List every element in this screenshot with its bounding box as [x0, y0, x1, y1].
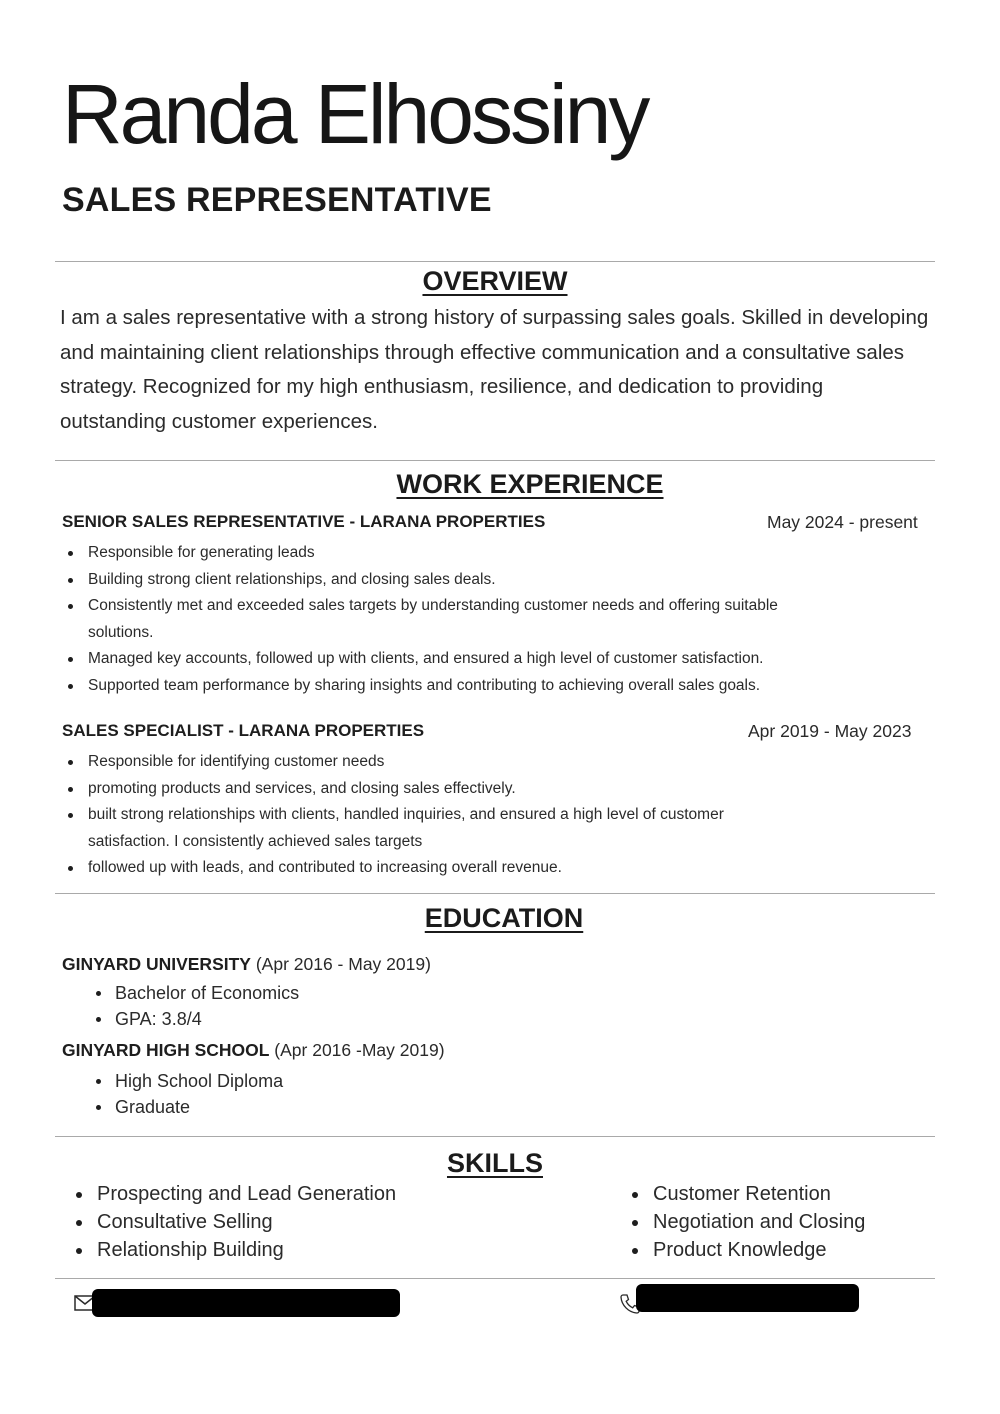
list-item: Responsible for generating leads — [88, 540, 958, 567]
list-item: Managed key accounts, followed up with clients, and ensured a high level of customer satisfaction. — [88, 646, 958, 673]
skills-heading: SKILLS — [446, 1148, 543, 1178]
skills-right-list — [653, 1180, 865, 1264]
divider — [55, 1136, 935, 1137]
email-redacted — [92, 1289, 400, 1317]
list-item: Building strong client relationships, and closing sales deals. — [88, 567, 958, 594]
list-item: promoting products and services, and closing sales effectively. — [88, 776, 958, 803]
school-2-items — [115, 1068, 283, 1120]
skill-item: Customer Retention — [653, 1180, 865, 1208]
overview-heading: OVERVIEW — [422, 266, 568, 296]
overview-line: outstanding customer experiences. — [60, 409, 378, 433]
job-title-1: SENIOR SALES REPRESENTATIVE - LARANA PROPERTIES — [62, 512, 546, 531]
school-dates: (Apr 2016 - May 2019) — [250, 954, 431, 974]
list-item-continuation: satisfaction. I consistently achieved sales targets — [88, 832, 423, 850]
education-heading: EDUCATION — [424, 903, 584, 933]
school-name: GINYARD HIGH SCHOOL — [62, 1040, 270, 1060]
school-2 — [62, 1040, 445, 1061]
job-1-bullets — [88, 540, 958, 699]
list-item: Responsible for identifying customer needs — [88, 749, 958, 776]
overview-text — [60, 301, 975, 439]
school-name: GINYARD UNIVERSITY — [62, 954, 251, 974]
divider — [55, 460, 935, 461]
skill-item: Prospecting and Lead Generation — [97, 1180, 396, 1208]
list-item: Graduate — [115, 1094, 283, 1120]
list-item: Bachelor of Economics — [115, 980, 299, 1006]
skill-item: Relationship Building — [97, 1236, 396, 1264]
skills-left-list — [97, 1180, 396, 1264]
overview-line: strategy. Recognized for my high enthusiasm, resilience, and dedication to providing — [60, 375, 824, 398]
school-1-items — [115, 980, 299, 1032]
phone-redacted — [636, 1284, 859, 1312]
divider — [55, 1278, 935, 1279]
skill-item: Product Knowledge — [653, 1236, 865, 1264]
list-item: Supported team performance by sharing insights and contributing to achieving overall sales goals. — [88, 673, 958, 700]
job-2-bullets — [88, 749, 958, 882]
job-title-2: SALES SPECIALIST - LARANA PROPERTIES — [62, 721, 425, 740]
job-dates-1: May 2024 - present — [767, 512, 918, 532]
job-title: SALES REPRESENTATIVE — [62, 181, 492, 219]
school-1 — [62, 954, 431, 975]
job-dates-2: Apr 2019 - May 2023 — [748, 721, 912, 741]
overview-line: and maintaining client relationships through effective communication and a consultative sales — [60, 340, 905, 364]
divider — [55, 261, 935, 262]
candidate-name: Randa Elhossiny — [62, 67, 648, 161]
divider — [55, 893, 935, 894]
list-item: GPA: 3.8/4 — [115, 1006, 299, 1032]
list-item-continuation: solutions. — [88, 623, 154, 641]
work-experience-heading: WORK EXPERIENCE — [396, 469, 664, 499]
list-item: built strong relationships with clients, handled inquiries, and ensured a high level of customer — [88, 802, 958, 829]
overview-line: I am a sales representative with a strong history of surpassing sales goals. Skilled in developing — [60, 306, 929, 329]
list-item: followed up with leads, and contributed to increasing overall revenue. — [88, 855, 958, 882]
school-dates: (Apr 2016 -May 2019) — [269, 1040, 445, 1060]
list-item: High School Diploma — [115, 1068, 283, 1094]
skill-item: Negotiation and Closing — [653, 1208, 865, 1236]
list-item: Consistently met and exceeded sales targets by understanding customer needs and offering suitable — [88, 593, 958, 620]
skill-item: Consultative Selling — [97, 1208, 396, 1236]
